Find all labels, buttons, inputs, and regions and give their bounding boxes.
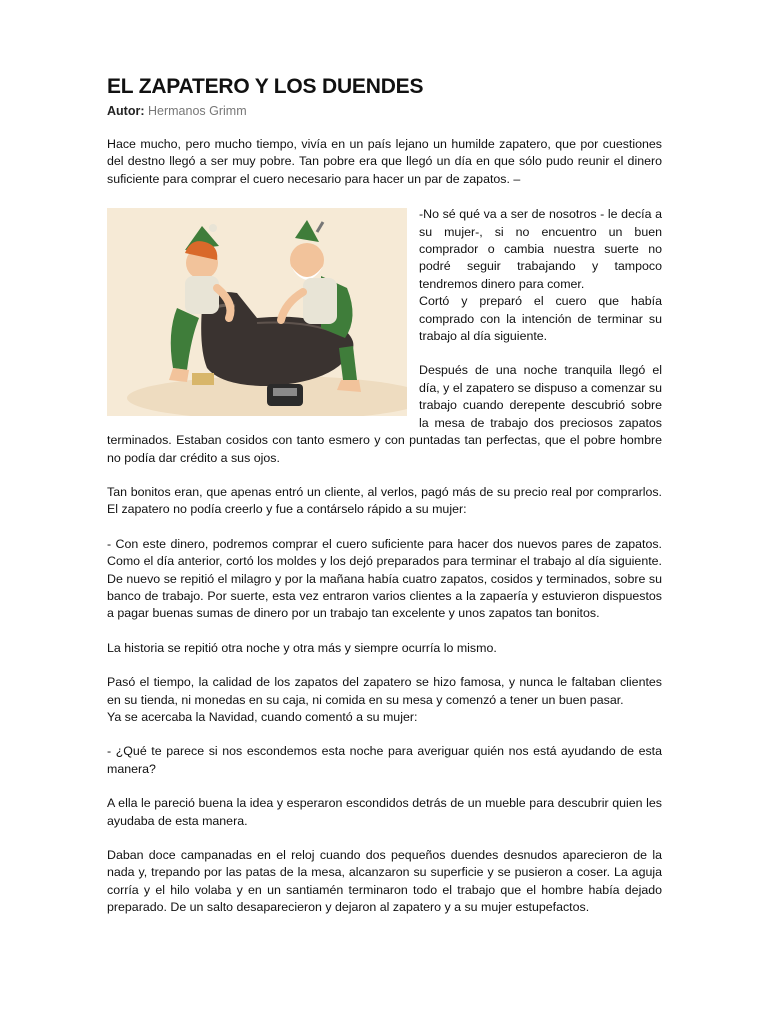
- author-line: [107, 103, 662, 119]
- paragraph-customer: Tan bonitos eran, que apenas entró un cliente, al verlos, pagó más de su precio real por comprarlos. El zapatero no podía creerlo y fue a contárselo rápido a su mujer:: [107, 484, 662, 517]
- paragraph-new-money: - Con este dinero, podremos comprar el cuero suficiente para hacer dos nuevos pares de zapatos. Como el día anterior, cortó los moldes y los dejó preparados para terminar el trabajo al día siguiente. De nuevo se repitió el milagro y por la mañana había cuatro zapatos, cosidos y terminados, sobre su banco de trabajo. Por suerte, esta vez entraron varios clientes a la zapaería y estuvieron dispuestos a pagar buenas sumas de dinero por un trabajo tan excelente y unos zapatos tan bonitos.: [107, 536, 662, 621]
- paragraph-christmas: Ya se acercaba la Navidad, cuando comentó a su mujer:: [107, 709, 418, 724]
- figure-block: [107, 206, 662, 467]
- illustration-svg: [107, 208, 407, 416]
- paragraph-next-day: Después de una noche tranquila llegó el día, y el zapatero se dispuso a comenzar su trabajo cuando derepente descubrió sobre la mesa de trabajo dos preciosos zapatos terminados. Estaban cosidos con tanto esmero y con puntadas tan perfectas, que el pobre hombre no podía dar crédito a sus ojos.: [107, 363, 662, 465]
- author-label: Autor:: [107, 104, 145, 118]
- elves-sewing-shoe-illustration: [107, 208, 407, 416]
- paragraph-hide: A ella le pareció buena la idea y esperaron escondidos detrás de un mueble para descubrir quien les ayudaba de esta manera.: [107, 796, 662, 828]
- author-name: Hermanos Grimm: [147, 104, 247, 118]
- paragraph-question: - ¿Qué te parece si nos escondemos esta noche para averiguar quién nos está ayudando de esta manera?: [107, 744, 662, 776]
- document-page: [107, 72, 662, 917]
- paragraph-time-passed: Pasó el tiempo, la calidad de los zapatos del zapatero se hizo famosa, y nunca le faltaban clientes en su tienda, ni monedas en su caja, ni comida en su mesa y comenzó a tener un buen pasar.: [107, 675, 662, 707]
- document-title: EL ZAPATERO Y LOS DUENDES: [107, 75, 424, 98]
- paragraph-intro: Hace mucho, pero mucho tiempo, vivía en un país lejano un humilde zapatero, que por cuestiones del destno llegó a ser muy pobre. Tan pobre era que llegó un día en que sólo pudo reunir el dinero suficiente para comprar el cuero necesario para hacer un par de zapatos. –: [107, 137, 662, 186]
- paragraph-elves-appear: Daban doce campanadas en el reloj cuando dos pequeños duendes desnudos aparecieron de la nada y, trepando por las patas de la mesa, alcanzaron su superficie y se pusieron a coser. La aguja corría y el hilo volaba y en un santiamén terminaron todo el trabajo que el hombre había dejado preparado. De un salto desaparecieron y dejaron al zapatero y a su mujer estupefactos.: [107, 848, 662, 915]
- paragraph-cut-leather: Cortó y preparó el cuero que había comprado con la intención de terminar su trabajo al día siguiente.: [419, 294, 662, 344]
- paragraph-repeat: La historia se repitió otra noche y otra más y siempre ocurría lo mismo.: [107, 640, 497, 655]
- paragraph-dialogue: -No sé qué va a ser de nosotros - le decía a su mujer-, si no encuentro un buen comprador o cambia nuestra suerte no podré seguir trabajando y tampoco tendremos dinero para comer.: [419, 207, 662, 291]
